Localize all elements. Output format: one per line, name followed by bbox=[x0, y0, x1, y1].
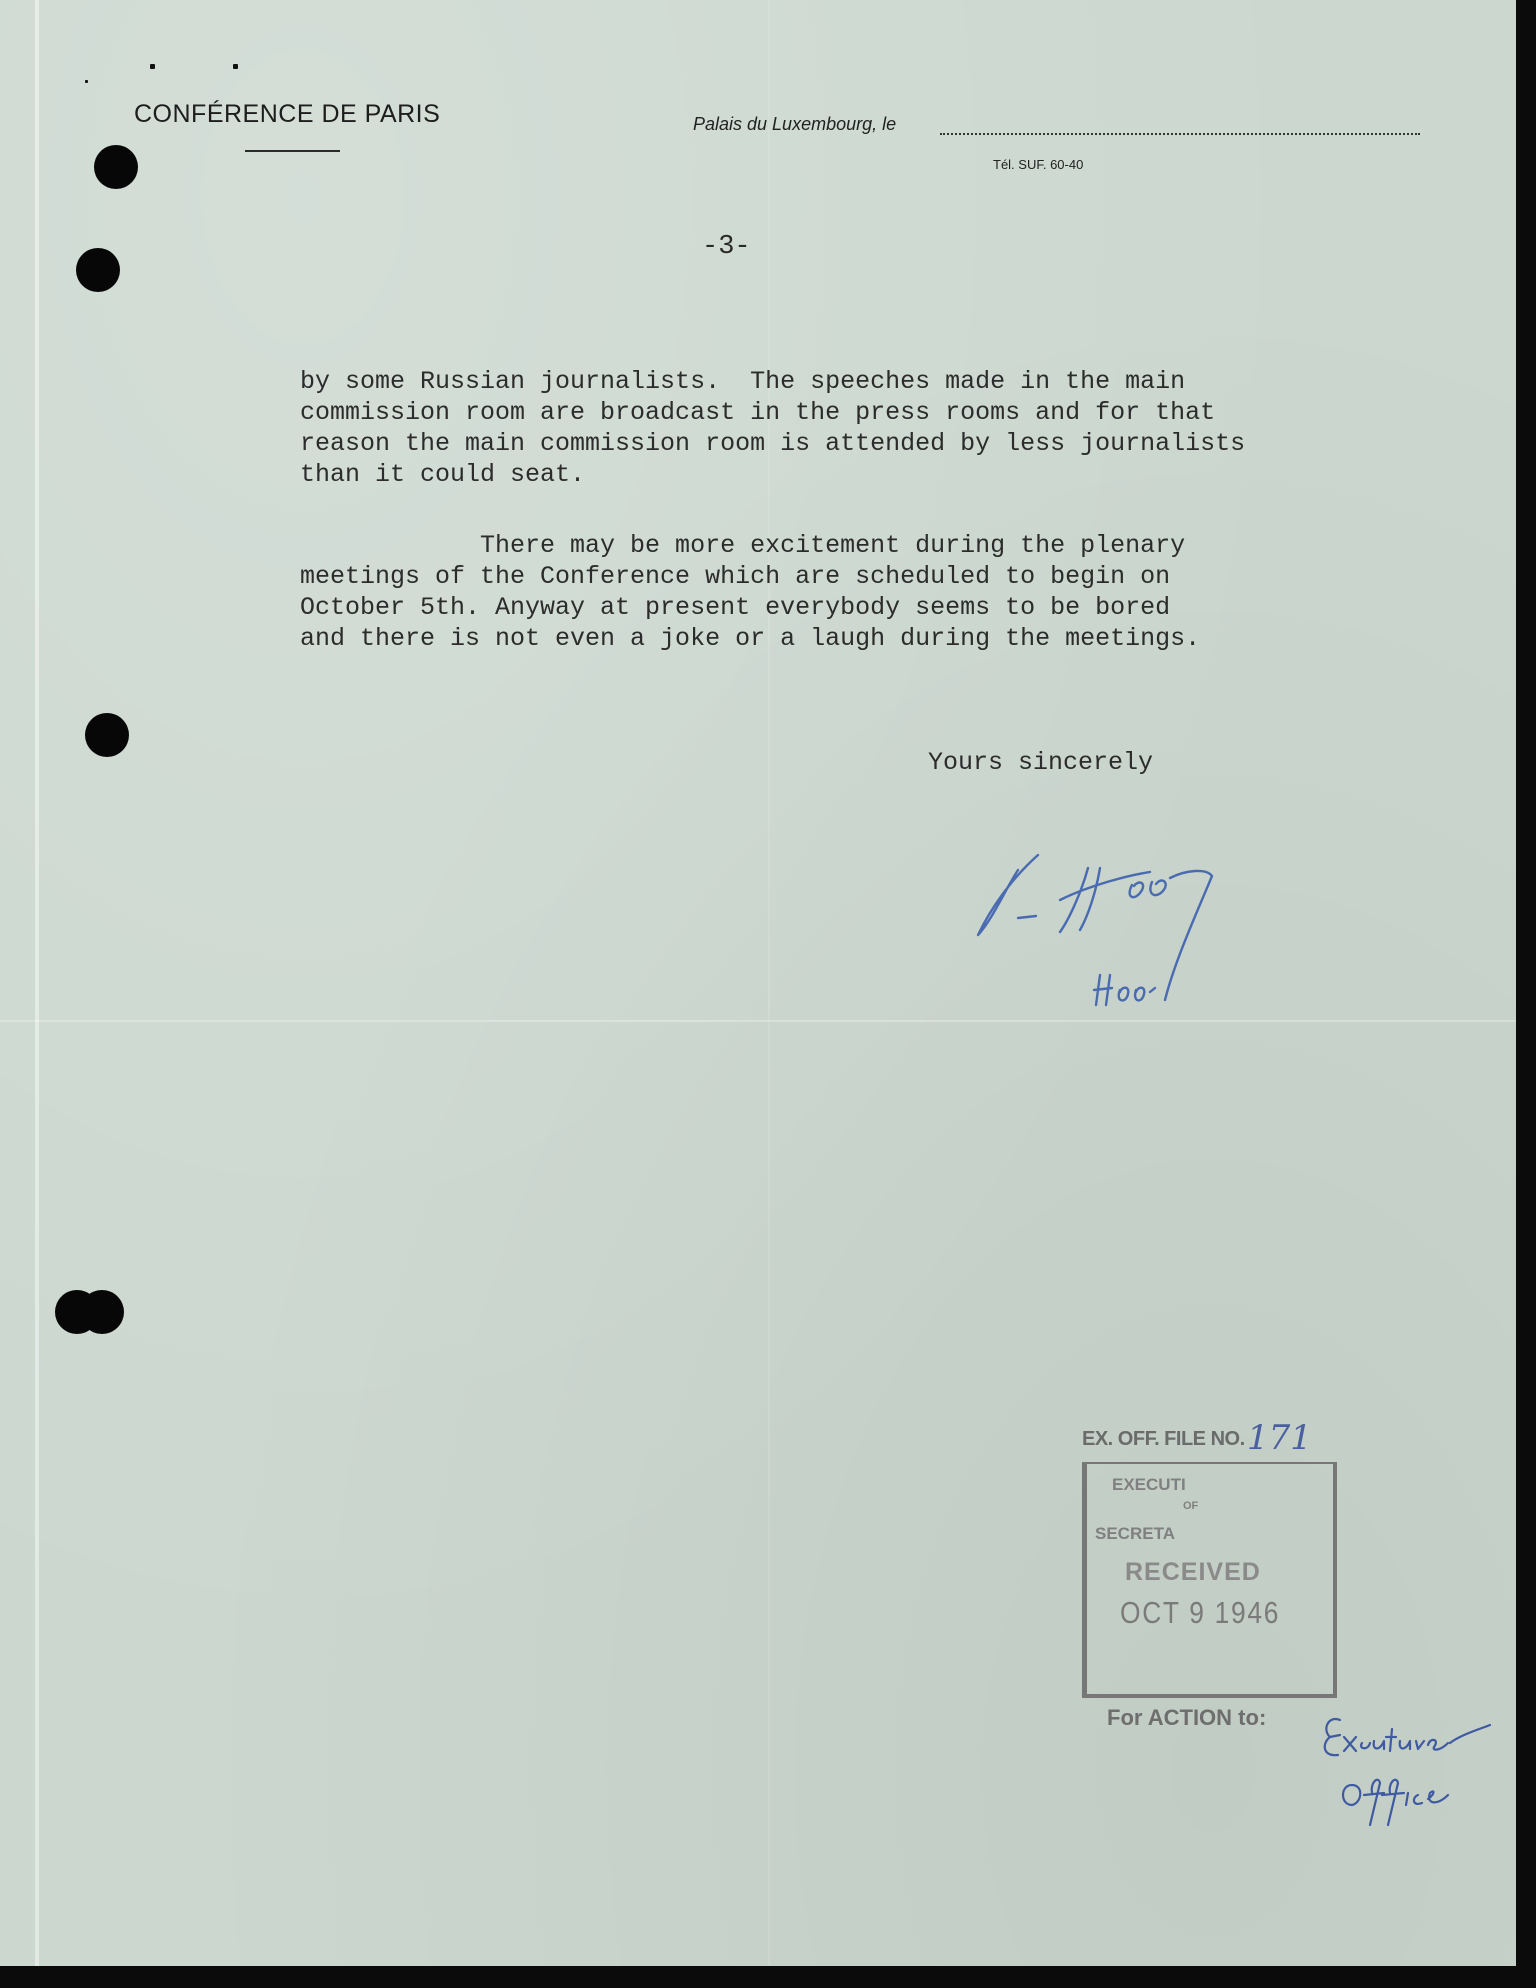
typed-line: and there is not even a joke or a laugh during the meetings. bbox=[300, 624, 1201, 653]
typed-line: There may be more excitement during the plenary bbox=[300, 531, 1186, 560]
date-dotted-line bbox=[940, 133, 1420, 135]
handwritten-signature bbox=[960, 830, 1290, 1060]
vertical-fold-crease bbox=[768, 0, 770, 1966]
letterhead-rule bbox=[245, 150, 340, 152]
handwritten-action-note bbox=[1300, 1685, 1510, 1835]
typed-line: by some Russian journalists. The speeches made in the main bbox=[300, 367, 1186, 396]
stamp-received-date: OCT 9 1946 bbox=[1120, 1595, 1281, 1630]
punch-hole-1 bbox=[94, 145, 138, 189]
left-edge-highlight bbox=[35, 0, 39, 1966]
stamp-office-line-2: SECRETA bbox=[1095, 1524, 1175, 1543]
page-number: -3- bbox=[702, 232, 751, 262]
ink-speck bbox=[150, 64, 155, 69]
closing-salutation: Yours sincerely bbox=[928, 748, 1154, 777]
stamp-action-label: For ACTION to: bbox=[1107, 1705, 1267, 1730]
typed-line: reason the main commission room is attended by less journalists bbox=[300, 429, 1246, 458]
letterhead-address: Palais du Luxembourg, le bbox=[693, 114, 897, 134]
stamp-office-line-1: EXECUTI bbox=[1112, 1475, 1186, 1494]
letterhead-telephone: Tél. SUF. 60-40 bbox=[993, 157, 1084, 172]
stamp-file-number: 171 bbox=[1247, 1418, 1312, 1458]
letterhead-title: CONFÉRENCE DE PARIS bbox=[134, 100, 441, 128]
typed-line: commission room are broadcast in the press rooms and for that bbox=[300, 398, 1216, 427]
punch-hole-2 bbox=[76, 248, 120, 292]
typed-line: meetings of the Conference which are scheduled to begin on bbox=[300, 562, 1171, 591]
ink-speck bbox=[233, 64, 238, 69]
stamp-office-of: OF bbox=[1183, 1500, 1199, 1512]
stamp-received-label: RECEIVED bbox=[1125, 1558, 1261, 1586]
stamp-file-label: EX. OFF. FILE NO. bbox=[1082, 1428, 1245, 1450]
ink-speck bbox=[85, 80, 88, 83]
punch-hole-4b bbox=[80, 1290, 124, 1334]
punch-hole-3 bbox=[85, 713, 129, 757]
typed-line: October 5th. Anyway at present everybody seems to be bored bbox=[300, 593, 1171, 622]
typed-line: than it could seat. bbox=[300, 460, 586, 489]
